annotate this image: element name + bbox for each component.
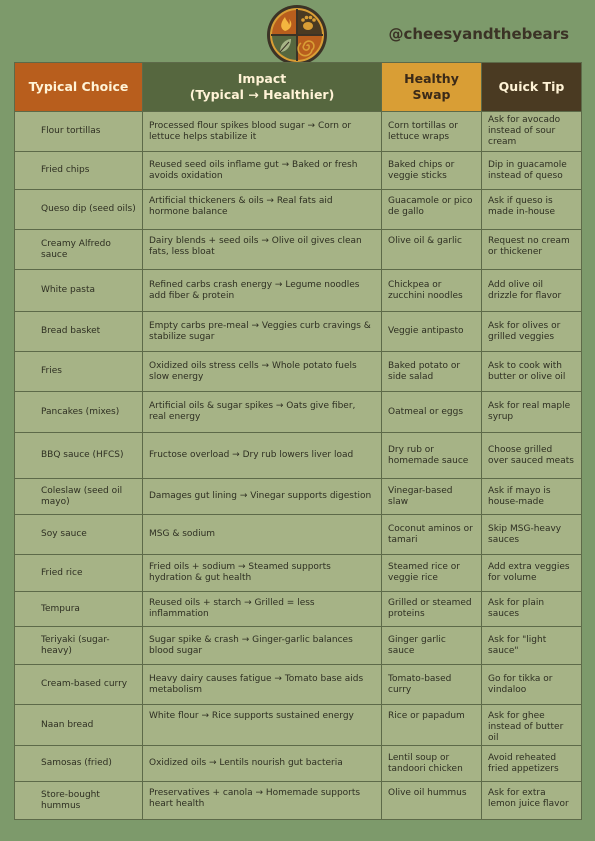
impact-cell: Oxidized oils stress cells → Whole potato fuels slow energy	[143, 352, 382, 392]
impact-cell: Preservatives + canola → Homemade supports heart health	[143, 782, 382, 820]
table-row	[15, 479, 582, 515]
impact-cell: White flour → Rice supports sustained energy	[143, 705, 382, 746]
quick-tip-cell: Dip in guacamole instead of queso	[482, 152, 582, 190]
table-row	[15, 555, 582, 592]
quick-tip-cell: Go for tikka or vindaloo	[482, 665, 582, 705]
quick-tip-cell: Request no cream or thickener	[482, 230, 582, 270]
table-row	[15, 782, 582, 820]
quick-tip-cell: Add extra veggies for volume	[482, 555, 582, 592]
table-row	[15, 433, 582, 479]
quick-tip-cell: Ask for olives or grilled veggies	[482, 312, 582, 352]
header-healthy-swap: Healthy Swap	[382, 63, 482, 112]
healthy-swap-cell: Olive oil hummus	[382, 782, 482, 820]
typical-choice-cell: Creamy Alfredo sauce	[15, 230, 143, 270]
healthy-swap-cell: Baked chips or veggie sticks	[382, 152, 482, 190]
header-typical-choice: Typical Choice	[15, 63, 143, 112]
typical-choice-cell: Soy sauce	[15, 515, 143, 555]
food-swap-table	[14, 62, 582, 820]
table-row	[15, 230, 582, 270]
quick-tip-cell: Ask to cook with butter or olive oil	[482, 352, 582, 392]
impact-cell: Heavy dairy causes fatigue → Tomato base aids metabolism	[143, 665, 382, 705]
quick-tip-cell: Ask for real maple syrup	[482, 392, 582, 433]
typical-choice-cell: Fried rice	[15, 555, 143, 592]
table-row	[15, 112, 582, 152]
quick-tip-cell: Skip MSG-heavy sauces	[482, 515, 582, 555]
typical-choice-cell: Cream-based curry	[15, 665, 143, 705]
typical-choice-cell: Fries	[15, 352, 143, 392]
healthy-swap-cell: Veggie antipasto	[382, 312, 482, 352]
typical-choice-cell: Coleslaw (seed oil mayo)	[15, 479, 143, 515]
typical-choice-cell: BBQ sauce (HFCS)	[15, 433, 143, 479]
table-row	[15, 392, 582, 433]
quick-tip-cell: Ask for "light sauce"	[482, 627, 582, 665]
brand-logo	[266, 4, 328, 66]
healthy-swap-cell: Lentil soup or tandoori chicken	[382, 746, 482, 782]
typical-choice-cell: Pancakes (mixes)	[15, 392, 143, 433]
healthy-swap-cell: Tomato-based curry	[382, 665, 482, 705]
healthy-swap-cell: Olive oil & garlic	[382, 230, 482, 270]
quick-tip-cell: Ask if mayo is house-made	[482, 479, 582, 515]
impact-cell: Empty carbs pre-meal → Veggies curb cravings & stabilize sugar	[143, 312, 382, 352]
healthy-swap-cell: Guacamole or pico de gallo	[382, 190, 482, 230]
typical-choice-cell: Queso dip (seed oils)	[15, 190, 143, 230]
healthy-swap-cell: Baked potato or side salad	[382, 352, 482, 392]
typical-choice-cell: Samosas (fried)	[15, 746, 143, 782]
typical-choice-cell: Teriyaki (sugar-heavy)	[15, 627, 143, 665]
impact-cell: Damages gut lining → Vinegar supports digestion	[143, 479, 382, 515]
quick-tip-cell: Choose grilled over sauced meats	[482, 433, 582, 479]
header-quick-tip: Quick Tip	[482, 63, 582, 112]
typical-choice-cell: Naan bread	[15, 705, 143, 746]
impact-cell: Oxidized oils → Lentils nourish gut bacteria	[143, 746, 382, 782]
quick-tip-cell: Ask if queso is made in-house	[482, 190, 582, 230]
quick-tip-cell: Ask for ghee instead of butter oil	[482, 705, 582, 746]
typical-choice-cell: Fried chips	[15, 152, 143, 190]
table-row	[15, 352, 582, 392]
typical-choice-cell: White pasta	[15, 270, 143, 312]
healthy-swap-cell: Rice or papadum	[382, 705, 482, 746]
quick-tip-cell: Ask for extra lemon juice flavor	[482, 782, 582, 820]
quick-tip-cell: Add olive oil drizzle for flavor	[482, 270, 582, 312]
header	[0, 0, 595, 62]
table-row	[15, 515, 582, 555]
table-row	[15, 627, 582, 665]
table-row	[15, 152, 582, 190]
healthy-swap-cell: Coconut aminos or tamari	[382, 515, 482, 555]
impact-cell: Refined carbs crash energy → Legume noodles add fiber & protein	[143, 270, 382, 312]
typical-choice-cell: Tempura	[15, 592, 143, 627]
impact-cell: Fructose overload → Dry rub lowers liver load	[143, 433, 382, 479]
quick-tip-cell: Ask for avocado instead of sour cream	[482, 112, 582, 152]
impact-cell: Reused oils + starch → Grilled = less inflammation	[143, 592, 382, 627]
brand-handle: @cheesyandthebears	[388, 25, 569, 43]
impact-cell: Sugar spike & crash → Ginger-garlic balances blood sugar	[143, 627, 382, 665]
table-row	[15, 312, 582, 352]
healthy-swap-cell: Chickpea or zucchini noodles	[382, 270, 482, 312]
table-row	[15, 746, 582, 782]
impact-cell: Dairy blends + seed oils → Olive oil gives clean fats, less bloat	[143, 230, 382, 270]
table-row	[15, 705, 582, 746]
healthy-swap-cell: Corn tortillas or lettuce wraps	[382, 112, 482, 152]
quick-tip-cell: Avoid reheated fried appetizers	[482, 746, 582, 782]
table-row	[15, 665, 582, 705]
healthy-swap-cell: Dry rub or homemade sauce	[382, 433, 482, 479]
quick-tip-cell: Ask for plain sauces	[482, 592, 582, 627]
typical-choice-cell: Flour tortillas	[15, 112, 143, 152]
healthy-swap-cell: Ginger garlic sauce	[382, 627, 482, 665]
impact-cell: MSG & sodium	[143, 515, 382, 555]
impact-cell: Fried oils + sodium → Steamed supports hydration & gut health	[143, 555, 382, 592]
healthy-swap-cell: Oatmeal or eggs	[382, 392, 482, 433]
healthy-swap-cell: Grilled or steamed proteins	[382, 592, 482, 627]
typical-choice-cell: Store-bought hummus	[15, 782, 143, 820]
impact-cell: Artificial thickeners & oils → Real fats aid hormone balance	[143, 190, 382, 230]
healthy-swap-cell: Steamed rice or veggie rice	[382, 555, 482, 592]
table-header-row	[15, 63, 582, 112]
table-row	[15, 270, 582, 312]
header-impact: Impact (Typical → Healthier)	[143, 63, 382, 112]
impact-cell: Reused seed oils inflame gut → Baked or fresh avoids oxidation	[143, 152, 382, 190]
healthy-swap-cell: Vinegar-based slaw	[382, 479, 482, 515]
impact-cell: Processed flour spikes blood sugar → Corn or lettuce helps stabilize it	[143, 112, 382, 152]
table-row	[15, 592, 582, 627]
table-row	[15, 190, 582, 230]
typical-choice-cell: Bread basket	[15, 312, 143, 352]
impact-cell: Artificial oils & sugar spikes → Oats give fiber, real energy	[143, 392, 382, 433]
